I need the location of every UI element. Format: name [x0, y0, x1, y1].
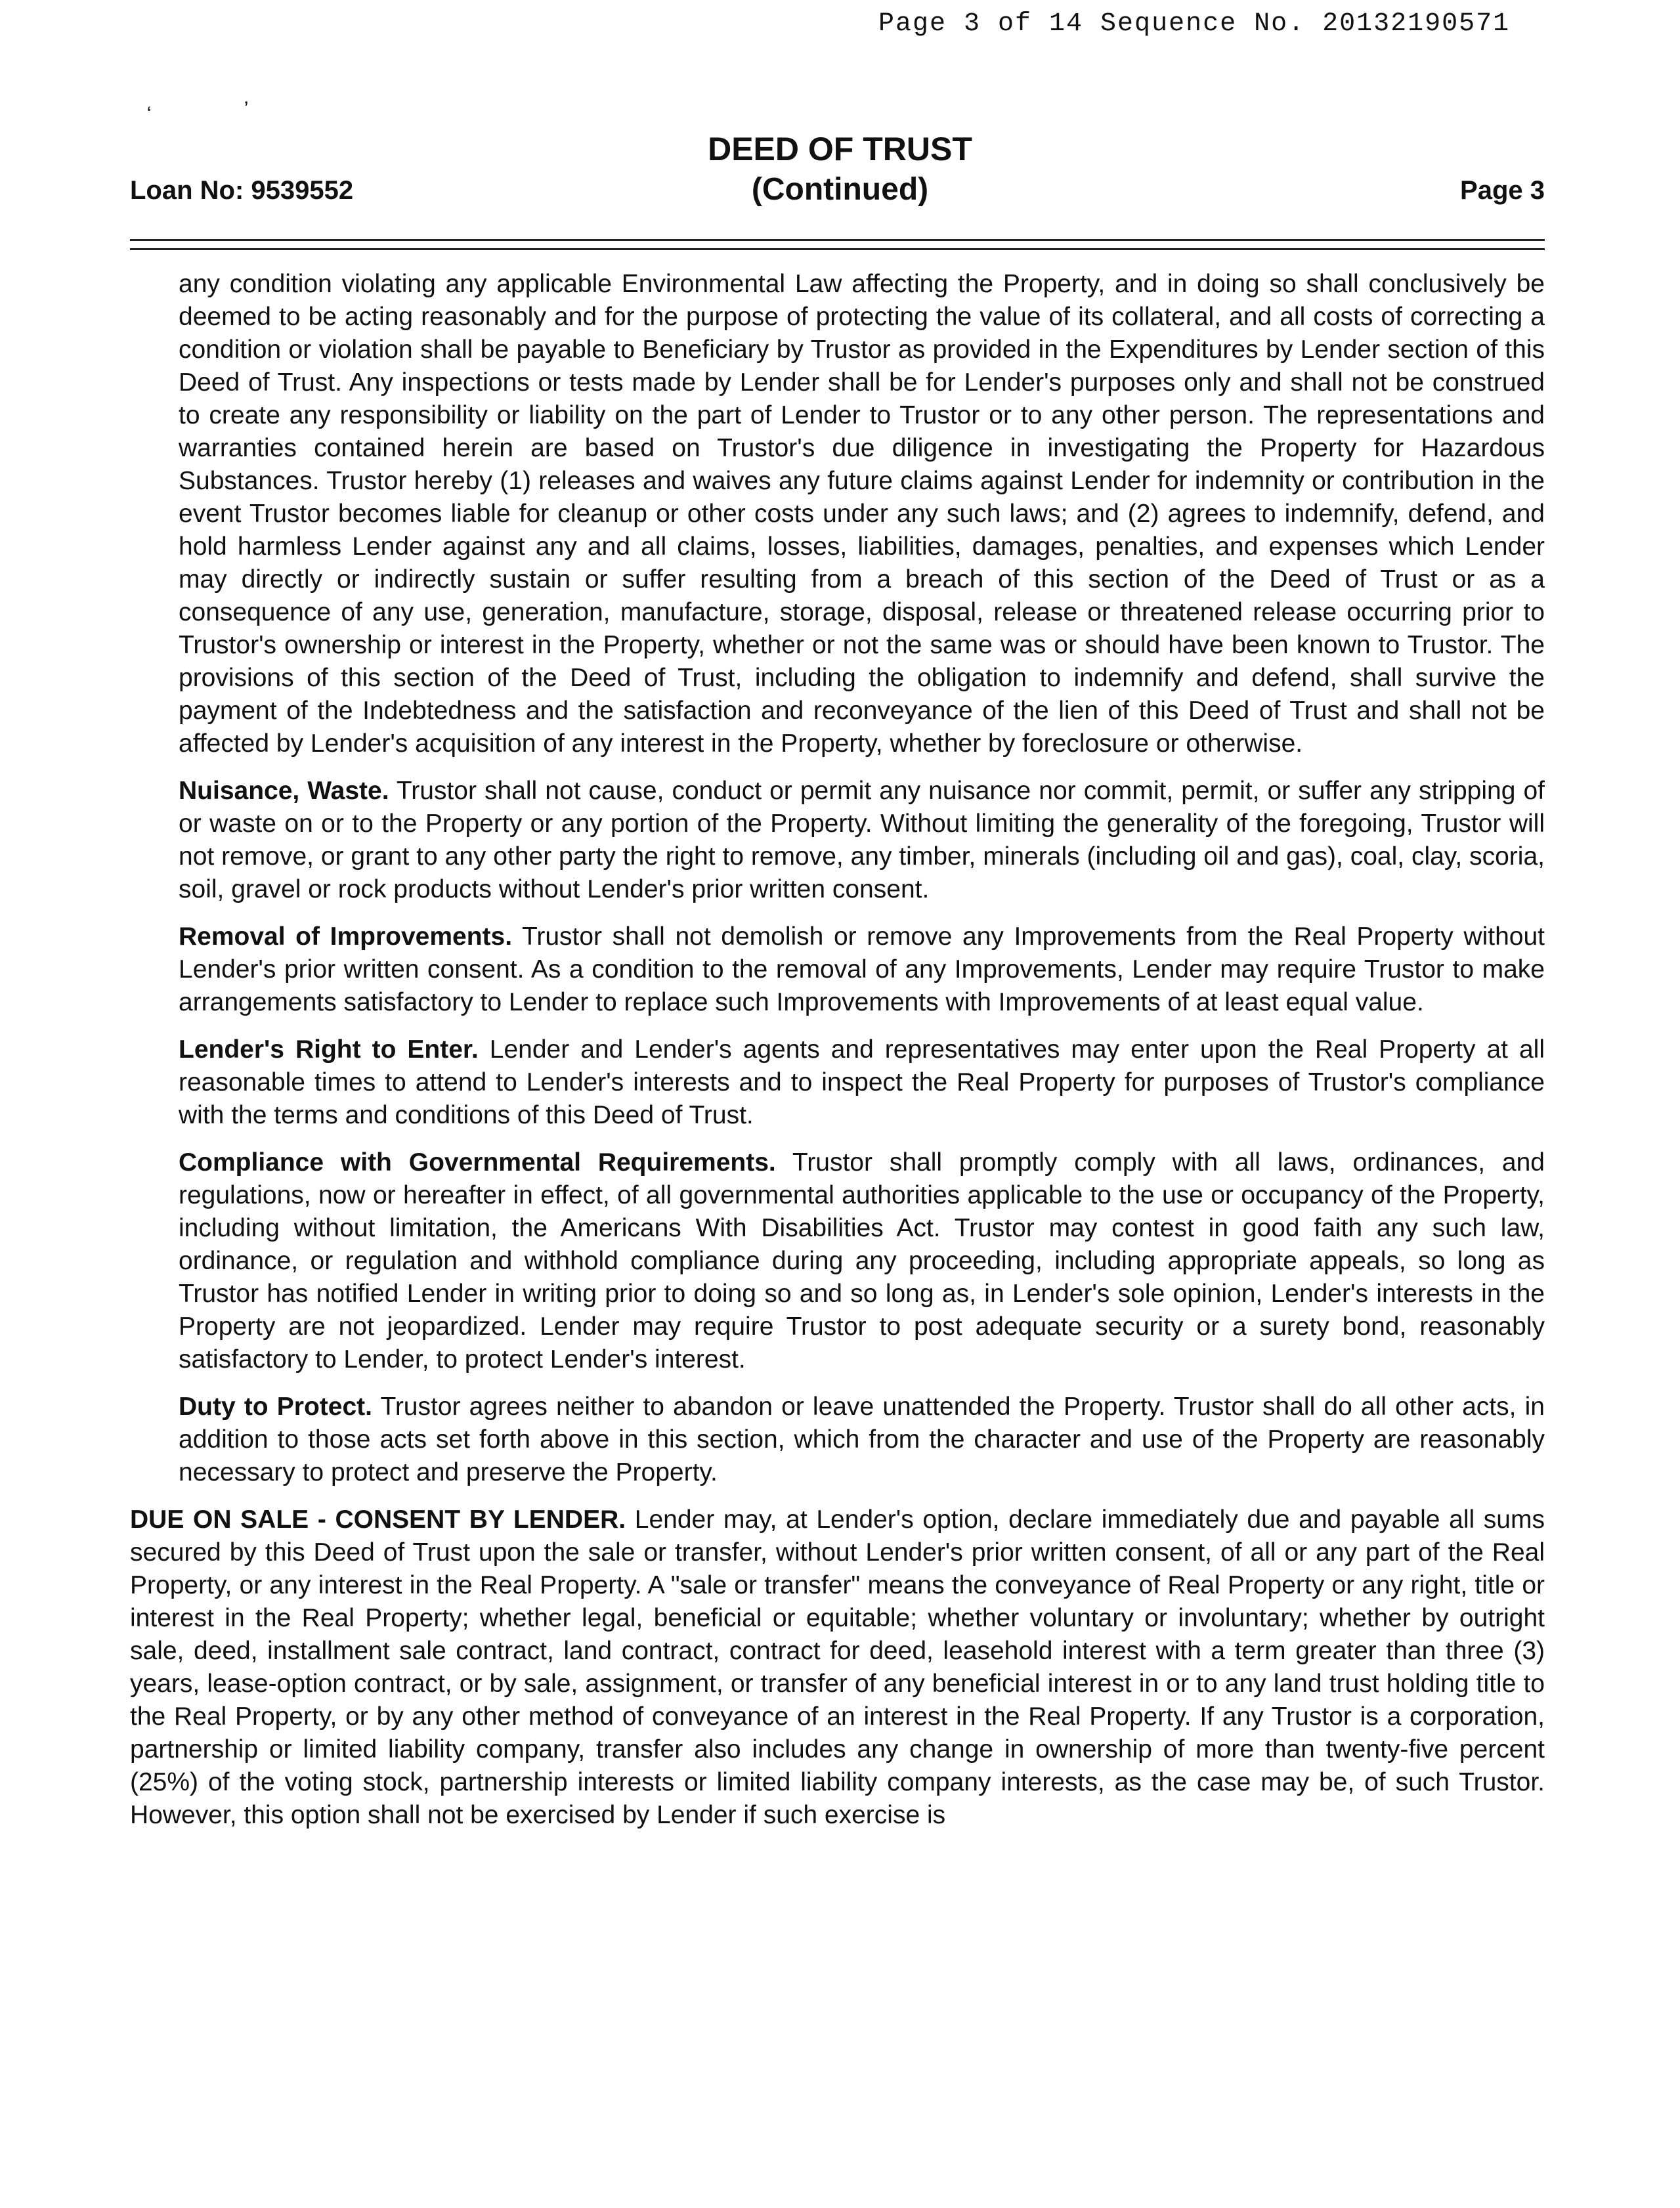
paragraph-heading: Compliance with Governmental Requirements. — [179, 1148, 776, 1177]
paragraph-text: any condition violating any applicable Environmental Law affecting the Property, and in doing so shall conclusively be deemed to be acting reasonably and for the purpose of protecting the value of its collateral, and all costs of correcting a condition or violation shall be payable to Beneficiary by Trustor as provided in the Expenditures by Lender section of this Deed of Trust. Any inspections or tests made by Lender shall be for Lender's purposes only and shall not be construed to create any responsibility or liability on the part of Lender to Trustor or to any other person. The representations and warranties contained herein are based on Trustor's due diligence in investigating the Property for Hazardous Substances. Trustor hereby (1) releases and waives any future claims against Lender for indemnity or contribution in the event Trustor becomes liable for cleanup or other costs under any such laws; and (2) agrees to indemnify, defend, and hold harmless Lender against any and all claims, losses, liabilities, damages, penalties, and expenses which Lender may directly or indirectly sustain or suffer resulting from a breach of this section of the Deed of Trust or as a consequence of any use, generation, manufacture, storage, disposal, release or threatened release occurring prior to Trustor's ownership or interest in the Property, whether or not the same was or should have been known to Trustor. The provisions of this section of the Deed of Trust, including the obligation to indemnify and defend, shall survive the payment of the Indebtedness and the satisfaction and reconveyance of the lien of this Deed of Trust and shall not be affected by Lender's acquisition of any interest in the Property, whether by foreclosure or otherwise. — [179, 270, 1545, 758]
paragraph-environmental — [179, 268, 1545, 760]
paragraph-due-on-sale — [130, 1504, 1545, 1832]
paragraph-heading: Lender's Right to Enter. — [179, 1035, 479, 1064]
paragraph-text: Lender and Lender's agents and representatives may enter upon the Real Property at all reasonable times to attend to Lender's interests and to inspect the Real Property for purposes of Trustor's compliance with the terms and conditions of this Deed of Trust. — [179, 1035, 1545, 1129]
paragraph-text: Trustor shall not demolish or remove any Improvements from the Real Property without Lender's prior written consent. As a condition to the removal of any Improvements, Lender may require Trustor to make arrangements satisfactory to Lender to replace such Improvements with Improvements of at least equal value. — [179, 922, 1545, 1016]
paragraph-text: Trustor shall promptly comply with all laws, ordinances, and regulations, now or hereafter in effect, of all governmental authorities applicable to the use or occupancy of the Property, including without limitation, the Americans With Disabilities Act. Trustor may contest in good faith any such law, ordinance, or regulation and withhold compliance during any proceeding, including appropriate appeals, so long as Trustor has notified Lender in writing prior to doing so and so long as, in Lender's sole opinion, Lender's interests in the Property are not jeopardized. Lender may require Trustor to post adequate security or a surety bond, reasonably satisfactory to Lender, to protect Lender's interest. — [179, 1148, 1545, 1374]
paragraph-removal-of-improvements — [179, 920, 1545, 1019]
header-rule-bottom — [130, 248, 1545, 250]
paragraph-heading: Nuisance, Waste. — [179, 777, 389, 805]
document-title: DEED OF TRUST — [708, 131, 972, 167]
document-body — [130, 268, 1545, 1846]
paragraph-heading: Duty to Protect. — [179, 1393, 372, 1421]
page-number: Page 3 — [1460, 176, 1545, 205]
loan-number: Loan No: 9539552 — [130, 176, 354, 205]
scan-speck: ‘ — [147, 104, 152, 120]
paragraph-nuisance-waste — [179, 775, 1545, 906]
document-subtitle: (Continued) — [751, 172, 929, 207]
paragraph-text: Lender may, at Lender's option, declare immediately due and payable all sums secured by this Deed of Trust upon the sale or transfer, without Lender's prior written consent, of all or any part of the Real Property, or any interest in the Real Property. A "sale or transfer" means the conveyance of Real Property or any right, title or interest in the Real Property; whether legal, beneficial or equitable; whether voluntary or involuntary; whether by outright sale, deed, installment sale contract, land contract, contract for deed, leasehold interest with a term greater than three (3) years, lease-option contract, or by sale, assignment, or transfer of any beneficial interest in or to any land trust holding title to the Real Property, or by any other method of conveyance of an interest in the Real Property. If any Trustor is a corporation, partnership or limited liability company, transfer also includes any change in ownership of more than twenty-five percent (25%) of the voting stock, partnership interests or limited liability company interests, as the case may be, of such Trustor. However, this option shall not be exercised by Lender if such exercise is — [130, 1505, 1545, 1829]
paragraph-text: Trustor shall not cause, conduct or permit any nuisance nor commit, permit, or suffer any stripping of or waste on or to the Property or any portion of the Property. Without limiting the generality of the foregoing, Trustor will not remove, or grant to any other party the right to remove, any timber, minerals (including oil and gas), coal, clay, scoria, soil, gravel or rock products without Lender's prior written consent. — [179, 777, 1545, 903]
scan-speck: ’ — [244, 98, 249, 115]
paragraph-governmental-compliance — [179, 1146, 1545, 1376]
header-rule-top — [130, 239, 1545, 241]
section-heading: DUE ON SALE - CONSENT BY LENDER. — [130, 1505, 626, 1534]
paragraph-duty-to-protect — [179, 1391, 1545, 1489]
paragraph-heading: Removal of Improvements. — [179, 922, 513, 951]
paragraph-text: Trustor agrees neither to abandon or leave unattended the Property. Trustor shall do all other acts, in addition to those acts set forth above in this section, which from the character and use of the Property are reasonably necessary to protect and preserve the Property. — [179, 1393, 1545, 1486]
paragraph-right-to-enter — [179, 1033, 1545, 1132]
indented-section — [179, 268, 1545, 1489]
fax-header: Page 3 of 14 Sequence No. 20132190571 — [878, 9, 1511, 39]
